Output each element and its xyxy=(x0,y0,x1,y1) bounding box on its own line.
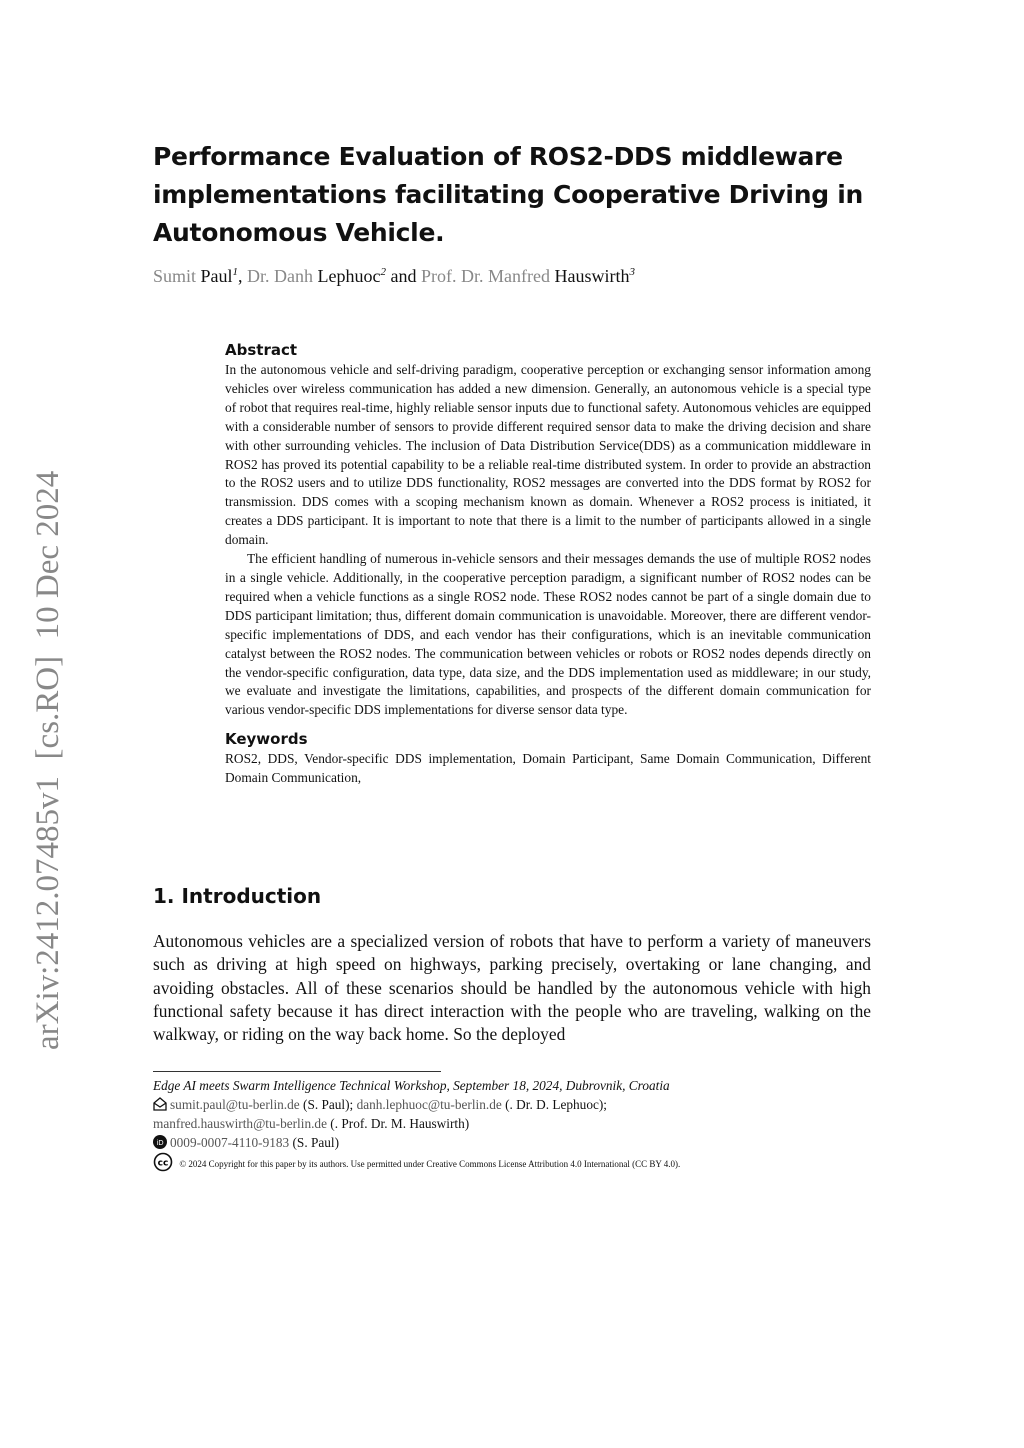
svg-text:iD: iD xyxy=(156,1139,164,1147)
footnote xyxy=(153,1076,793,1174)
author-given: Prof. Dr. Manfred xyxy=(421,266,550,286)
keywords-heading: Keywords xyxy=(225,730,308,749)
svg-text:cc: cc xyxy=(157,1158,169,1169)
email-note: (S. Paul); xyxy=(299,1097,357,1112)
author-sep: and xyxy=(386,266,422,286)
paper-title: Performance Evaluation of ROS2-DDS middleware implementations facilitating Cooperative Driving in Autonomous Vehicle. xyxy=(153,142,863,247)
footnote-rule xyxy=(153,1071,441,1072)
license-text: © 2024 Copyright for this paper by its authors. Use permitted under Creative Commons License Attribution 4.0 International (CC BY 4.0). xyxy=(179,1159,681,1169)
venue: Edge AI meets Swarm Intelligence Technical Workshop, September 18, 2024, Dubrovnik, Croatia xyxy=(153,1078,670,1093)
email-link[interactable]: danh.lephuoc@tu-berlin.de xyxy=(356,1097,502,1112)
section-heading: 1. Introduction xyxy=(153,884,322,908)
intro-paragraph: Autonomous vehicles are a specialized version of robots that have to perform a variety of maneuvers such as driving at high speed on highways, parking precisely, overtaking or lane changing, and avoiding obstacles. All of these scenarios should be handled by the autonomous vehicle with high functional safety because it has direct interaction with the people who are traveling, walking on the walkway, or riding on the way back home. So the deployed xyxy=(153,931,871,1045)
arxiv-stamp: arXiv:2412.07485v1 [cs.RO] 10 Dec 2024 xyxy=(30,470,66,1050)
email-link[interactable]: manfred.hauswirth@tu-berlin.de xyxy=(153,1116,327,1131)
abstract-heading: Abstract xyxy=(225,341,298,359)
author-given: Dr. Danh xyxy=(247,266,314,286)
author-family: Lephuoc xyxy=(317,266,381,286)
abstract-section xyxy=(225,341,871,788)
envelope-icon xyxy=(153,1097,167,1111)
author-affil: 3 xyxy=(629,266,635,278)
creative-commons-icon xyxy=(153,1152,173,1172)
orcid-note: (S. Paul) xyxy=(289,1135,340,1150)
email-note: (. Prof. Dr. M. Hauswirth) xyxy=(326,1116,470,1131)
author-list xyxy=(153,266,635,287)
abstract-paragraph: The efficient handling of numerous in-vehicle sensors and their messages demands the use of multiple ROS2 nodes in a single vehicle. Additionally, in the cooperative perception paradigm, a significant number of ROS2 nodes can be required when a vehicle functions as a single ROS2 node. These ROS2 nodes cannot be part of a single domain due to DDS participant limitation; thus, different domain communication is unavoidable. Moreover, there are different vendor-specific implementations of DDS, and each vendor has their configurations, which is an inevitable communication catalyst between the ROS2 nodes. The communication between vehicles or robots or ROS2 nodes depends directly on the vendor-specific configuration, data type, data size, and the DDS implementation used as middleware; in our study, we evaluate and investigate the limitations, capabilities, and prospects of the different domain communication for various vendor-specific DDS implementations for diverse sensor data type. xyxy=(225,551,871,718)
orcid-link[interactable]: 0009-0007-4110-9183 xyxy=(170,1135,290,1150)
author-family: Paul xyxy=(200,266,233,286)
author-affil: 2 xyxy=(380,266,387,278)
email-note: (. Dr. D. Lephuoc); xyxy=(501,1097,607,1112)
orcid-icon xyxy=(153,1135,167,1149)
author-given: Sumit xyxy=(153,266,197,286)
email-link[interactable]: sumit.paul@tu-berlin.de xyxy=(170,1097,300,1112)
abstract-paragraph: In the autonomous vehicle and self-driving paradigm, cooperative perception or exchanging sensor information among vehicles over wireless communication has added a new dimension. Generally, an autonomous vehicle is a special type of robot that requires real-time, highly reliable sensor inputs due to functional safety. Autonomous vehicles are equipped with a considerable number of sensors to provide different required sensor data to make the driving decision and share with other surrounding vehicles. The inclusion of Data Distribution Service(DDS) as a communication middleware in ROS2 has proved its potential capability to be a reliable real-time distributed system. In order to provide an abstraction to the ROS2 users and to utilize DDS functionality, ROS2 messages are converted into the DDS format by ROS2 for transmission. DDS comes with a scoping mechanism known as domain. Whenever a ROS2 process is initiated, it creates a DDS participant. It is important to note that there is a limit to the number of participants allowed in a single domain. xyxy=(225,362,871,548)
author-family: Hauswirth xyxy=(554,266,630,286)
author-sep: , xyxy=(238,266,248,286)
keywords-text: ROS2, DDS, Vendor-specific DDS implementation, Domain Participant, Same Domain Communication, Different Domain Communication, xyxy=(225,751,871,786)
author-affil: 1 xyxy=(232,266,239,278)
